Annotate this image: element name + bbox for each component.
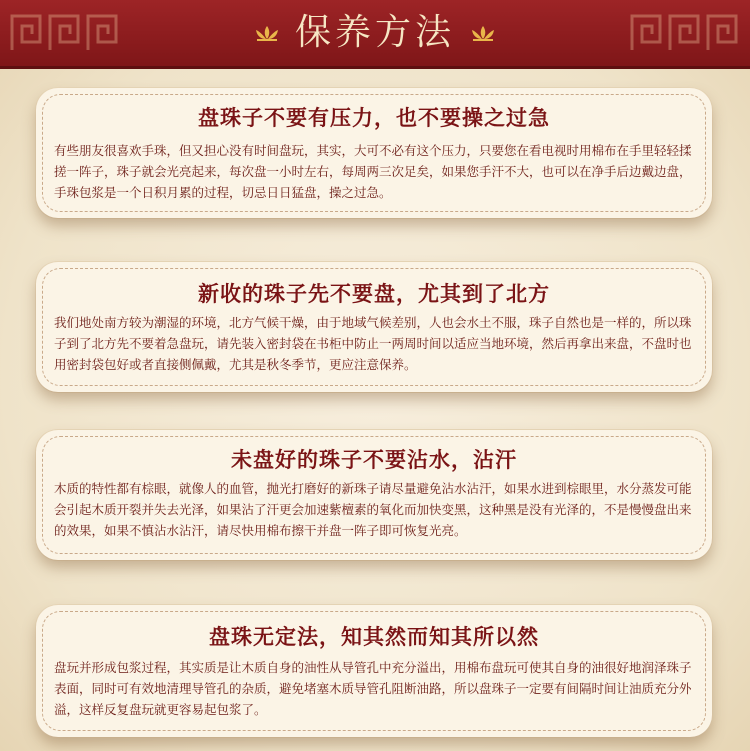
card-body: 木质的特性都有棕眼，就像人的血管，抛光打磨好的新珠子请尽量避免沾水沾汗，如果水进到棕眼里，水分蒸发可能会引起木质开裂并失去光泽，如果沾了汗更会加速紫檀素的氧化而加快变黑，这种黑是没有光泽的，不是慢慢盘出来的效果，如果不慎沾水沾汗，请尽快用棉布擦干并盘一阵子即可恢复光亮。: [54, 481, 692, 538]
care-tip-card: [36, 605, 712, 737]
card-body: 盘玩并形成包浆过程，其实质是让木质自身的油性从导管孔中充分溢出，用棉布盘玩可使其自身的油很好地润泽珠子表面，同时可有效地清理导管孔的杂质，避免堵塞木质导管孔阻断油路，所以盘珠子一定要有间隔时间让油质充分外溢，这样反复盘玩就更容易起包浆了。: [54, 660, 692, 717]
card-title: 盘珠子不要有压力，也不要操之过急: [198, 105, 550, 130]
card-title: 盘珠无定法，知其然而知其所以然: [209, 624, 539, 649]
card-title: 未盘好的珠子不要沾水，沾汗: [231, 447, 517, 472]
care-tip-card: [36, 262, 712, 392]
care-tip-card: [36, 430, 712, 560]
fret-pattern-decoration: [630, 12, 740, 52]
lotus-icon: [469, 25, 497, 41]
card-body: 我们地处南方较为潮湿的环境，北方气候干燥，由于地域气候差别，人也会水土不服，珠子自然也是一样的，所以珠子到了北方先不要着急盘玩，请先装入密封袋在书柜中防止一两周时间以适应当地环境，然后再拿出来盘，不盘时也用密封袋包好或者直接侧佩戴，尤其是秋冬季节，更应注意保养。: [54, 315, 692, 372]
card-title: 新收的珠子先不要盘，尤其到了北方: [198, 281, 550, 306]
fret-pattern-decoration: [10, 12, 120, 52]
header-banner: [0, 0, 750, 69]
card-body: 有些朋友很喜欢手珠，但又担心没有时间盘玩，其实，大可不必有这个压力，只要您在看电视时用棉布在手里轻轻揉搓一阵子，珠子就会光亮起来，每次盘一小时左右，每周两三次足矣，如果您手汗不大，也可以在净手后边戴边盘，手珠包浆是一个日积月累的过程，切忌日日猛盘，操之过急。: [54, 143, 692, 200]
lotus-icon: [253, 25, 281, 41]
care-tip-card: [36, 88, 712, 218]
page-title: 保养方法: [294, 12, 455, 53]
